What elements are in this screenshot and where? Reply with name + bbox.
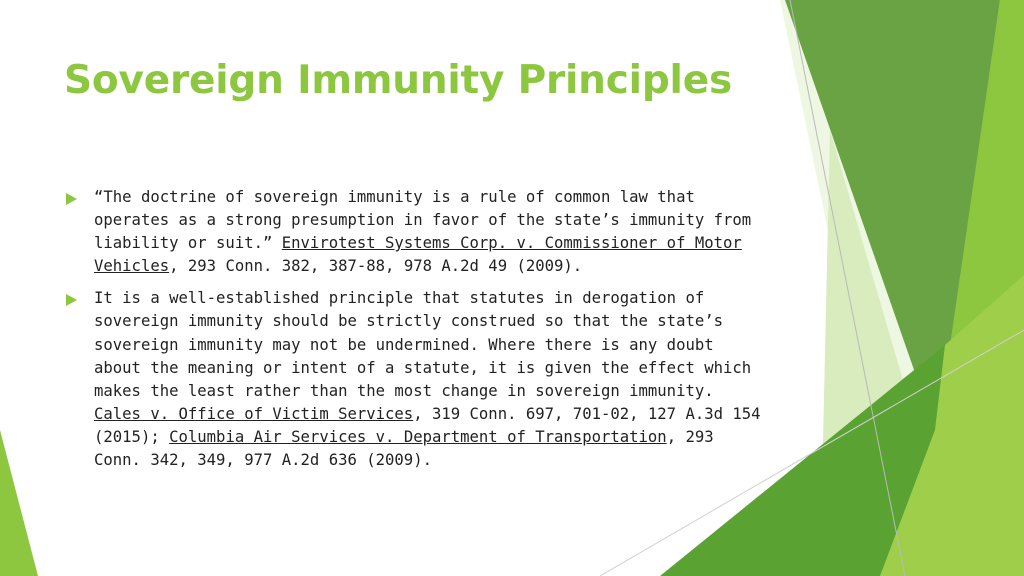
bullet-item: [64, 287, 764, 472]
bullet-text-segment: , 293 Conn. 382, 387-88, 978 A.2d 49 (2009).: [169, 257, 583, 276]
bullet-text-segment: , 319 Conn. 697, 701-02, 127 A.3d 154 (2015);: [94, 404, 761, 446]
bullet-text: [94, 186, 764, 278]
bullet-list: [64, 186, 764, 481]
bullet-item: [64, 186, 764, 278]
bullet-text-segment: “The doctrine of sovereign immunity is a rule of common law that operates as a strong presumption in favor of the state’s immunity from liability or suit.”: [94, 188, 752, 253]
case-citation[interactable]: Envirotest Systems Corp. v. Commissioner of Motor Vehicles: [94, 234, 742, 276]
bullet-text-segment: , 293 Conn. 342, 349, 977 A.2d 636 (2009).: [94, 427, 714, 470]
bullet-arrow-icon: [66, 193, 77, 205]
case-citation[interactable]: Cales v. Office of Victim Services: [94, 404, 414, 423]
case-citation[interactable]: Columbia Air Services v. Department of Transportation: [169, 427, 667, 446]
bullet-arrow-icon: [66, 294, 77, 306]
bullet-text: [94, 287, 764, 472]
bullet-text-segment: It is a well-established principle that statutes in derogation of sovereign immunity should be strictly construed so that the state’s sovereign immunity may not be undermined. Where there is any doubt about the meaning or intent of a statute, it is given the effect which makes the least rather than the most change in sovereign immunity.: [94, 289, 752, 400]
deco-left-corner: [0, 430, 38, 576]
slide-title: Sovereign Immunity Principles: [64, 58, 732, 103]
